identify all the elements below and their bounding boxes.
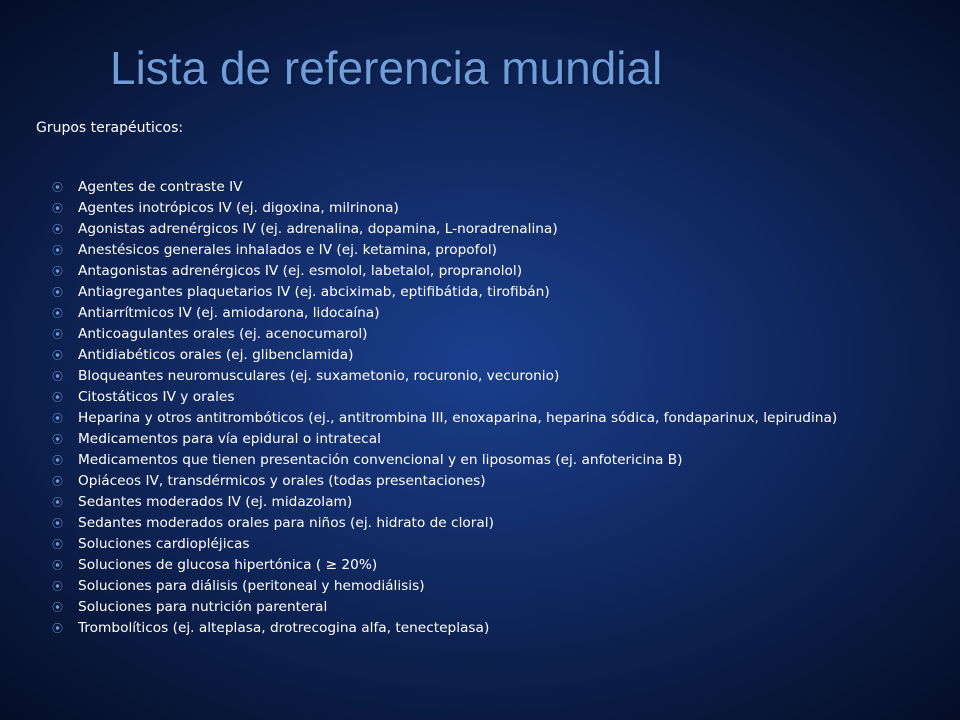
circled-bullet-icon: ⦿	[52, 433, 63, 446]
list-item: ⦿ Sedantes moderados IV (ej. midazolam)	[52, 494, 353, 510]
circled-bullet-icon: ⦿	[52, 202, 63, 215]
list-item: ⦿ Sedantes moderados orales para niños (ej. hidrato de cloral)	[52, 515, 494, 531]
circled-bullet-icon: ⦿	[52, 622, 63, 635]
list-item: ⦿ Medicamentos para vía epidural o intratecal	[52, 431, 381, 447]
circled-bullet-icon: ⦿	[52, 475, 63, 488]
list-item: ⦿ Citostáticos IV y orales	[52, 389, 235, 405]
circled-bullet-icon: ⦿	[52, 454, 63, 467]
list-item: ⦿ Antiarrítmicos IV (ej. amiodarona, lidocaína)	[52, 305, 380, 321]
slide-subtitle: Grupos terapéuticos:	[36, 120, 184, 136]
list-item: ⦿ Heparina y otros antitrombóticos (ej., antitrombina III, enoxaparina, heparina sódica, fondaparinux, lepirudina)	[52, 410, 838, 426]
circled-bullet-icon: ⦿	[52, 328, 63, 341]
circled-bullet-icon: ⦿	[52, 286, 63, 299]
list-item: ⦿ Anticoagulantes orales (ej. acenocumarol)	[52, 326, 368, 342]
list-item: ⦿ Antidiabéticos orales (ej. glibenclamida)	[52, 347, 354, 363]
list-item: ⦿ Soluciones para diálisis (peritoneal y hemodiálisis)	[52, 578, 425, 594]
circled-bullet-icon: ⦿	[52, 517, 63, 530]
list-item: ⦿ Soluciones cardiopléjicas	[52, 536, 250, 552]
list-item: ⦿ Agentes de contraste IV	[52, 179, 243, 195]
list-item: ⦿ Agentes inotrópicos IV (ej. digoxina, milrinona)	[52, 200, 399, 216]
circled-bullet-icon: ⦿	[52, 265, 63, 278]
circled-bullet-icon: ⦿	[52, 391, 63, 404]
list-item: ⦿ Soluciones para nutrición parenteral	[52, 599, 328, 615]
circled-bullet-icon: ⦿	[52, 559, 63, 572]
circled-bullet-icon: ⦿	[52, 601, 63, 614]
list-item: ⦿ Trombolíticos (ej. alteplasa, drotrecogina alfa, tenecteplasa)	[52, 620, 490, 636]
circled-bullet-icon: ⦿	[52, 370, 63, 383]
circled-bullet-icon: ⦿	[52, 496, 63, 509]
list-item: ⦿ Antagonistas adrenérgicos IV (ej. esmolol, labetalol, propranolol)	[52, 263, 523, 279]
list-item: ⦿ Soluciones de glucosa hipertónica ( ≥ 20%)	[52, 557, 378, 573]
list-item: ⦿ Opiáceos IV, transdérmicos y orales (todas presentaciones)	[52, 473, 486, 489]
list-item: ⦿ Anestésicos generales inhalados e IV (ej. ketamina, propofol)	[52, 242, 497, 258]
circled-bullet-icon: ⦿	[52, 223, 63, 236]
circled-bullet-icon: ⦿	[52, 580, 63, 593]
list-item: ⦿ Bloqueantes neuromusculares (ej. suxametonio, rocuronio, vecuronio)	[52, 368, 560, 384]
list-item: ⦿ Antiagregantes plaquetarios IV (ej. abciximab, eptifibátida, tirofibán)	[52, 284, 550, 300]
circled-bullet-icon: ⦿	[52, 307, 63, 320]
circled-bullet-icon: ⦿	[52, 244, 63, 257]
list-item: ⦿ Medicamentos que tienen presentación convencional y en liposomas (ej. anfotericina B)	[52, 452, 683, 468]
list-item: ⦿ Agonistas adrenérgicos IV (ej. adrenalina, dopamina, L-noradrenalina)	[52, 221, 558, 237]
slide-title: Lista de referencia mundial	[110, 42, 663, 94]
circled-bullet-icon: ⦿	[52, 181, 63, 194]
circled-bullet-icon: ⦿	[52, 349, 63, 362]
therapeutic-groups-list	[48, 180, 938, 642]
circled-bullet-icon: ⦿	[52, 538, 63, 551]
circled-bullet-icon: ⦿	[52, 412, 63, 425]
